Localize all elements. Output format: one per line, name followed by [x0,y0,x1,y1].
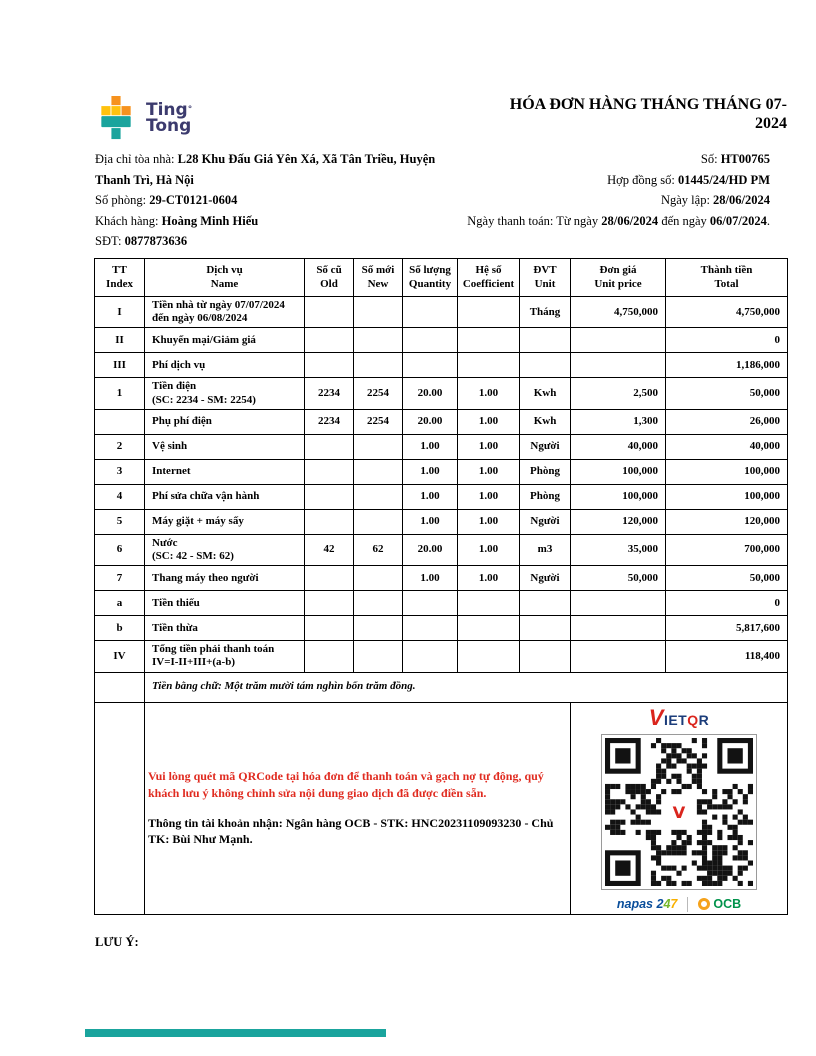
cell-tt: b [95,616,145,641]
cell-price: 1,300 [571,409,666,434]
column-header: Dịch vụ Name [145,259,305,297]
payment-qr-cell [571,702,788,914]
cell-price: 120,000 [571,509,666,534]
cell-price: 4,750,000 [571,297,666,328]
info-line [95,149,467,170]
cell-coef: 1.00 [458,409,520,434]
cell-old: 2234 [305,409,354,434]
cell-tt: a [95,591,145,616]
cell-coef: 1.00 [458,534,520,565]
brand-logo [94,95,192,141]
cell-name: Tiền nhà từ ngày 07/07/2024 đến ngày 06/08/2024 [145,297,305,328]
cell-coef [458,591,520,616]
cell-total: 100,000 [666,459,788,484]
cell-name: Tiền thiếu [145,591,305,616]
cell-total: 700,000 [666,534,788,565]
document-title [367,95,787,133]
cell-old [305,353,354,378]
cell-tt: 2 [95,434,145,459]
cell-coef: 1.00 [458,509,520,534]
cell-qty: 20.00 [403,378,458,409]
table-row [95,641,788,672]
info-left-column [95,149,467,252]
column-header: Hệ số Coefficient [458,259,520,297]
text-segment: Số: [700,152,721,166]
cell-new [354,591,403,616]
table-row [95,459,788,484]
cell-total: 118,400 [666,641,788,672]
cell-coef [458,328,520,353]
column-header: Số mới New [354,259,403,297]
text-segment: . [766,213,770,228]
info-line [467,190,770,211]
cell-empty [95,702,145,914]
table-row [95,297,788,328]
cell-qty [403,328,458,353]
cell-coef [458,641,520,672]
cell-tt: 5 [95,509,145,534]
cell-new [354,459,403,484]
text-segment: 06/07/2024 [709,213,767,228]
ocb-logo-icon [698,898,710,910]
notes-label: LƯU Ý: [95,935,139,949]
cell-tt: 3 [95,459,145,484]
cell-qty: 20.00 [403,534,458,565]
cell-coef: 1.00 [458,484,520,509]
payment-notice: Vui lòng quét mã QRCode tại hóa đơn để thanh toán và gạch nợ tự động, quý khách lưu ý không chỉnh sửa nội dung giao dịch đã được điền sẵn. [148,769,544,800]
cell-unit: Phòng [520,459,571,484]
cell-name: Phí sửa chữa vận hành [145,484,305,509]
cell-unit: Kwh [520,409,571,434]
info-line [95,231,467,252]
cell-qty: 1.00 [403,434,458,459]
column-header: Số lượng Quantity [403,259,458,297]
cell-old [305,509,354,534]
logo-word-1: Ting [146,100,188,120]
cell-old [305,297,354,328]
column-header: Thành tiền Total [666,259,788,297]
cell-price [571,616,666,641]
cell-new [354,509,403,534]
info-line [95,211,467,232]
invoice-info [95,149,787,252]
cell-unit [520,641,571,672]
cell-unit: Người [520,566,571,591]
cell-old [305,459,354,484]
cell-coef [458,353,520,378]
cell-unit: Kwh [520,378,571,409]
cell-tt: III [95,353,145,378]
text-segment: 29-CT0121-0604 [149,193,238,207]
info-right-column [467,149,787,252]
cell-price [571,591,666,616]
vietqr-r: R [698,711,710,728]
table-row [95,534,788,565]
logo-divider [687,897,688,912]
cell-price: 35,000 [571,534,666,565]
cell-old [305,641,354,672]
info-line [467,170,770,191]
cell-total: 1,186,000 [666,353,788,378]
cell-new [354,484,403,509]
payment-account [148,815,567,849]
cell-qty [403,353,458,378]
column-header: Số cũ Old [305,259,354,297]
cell-name: Nước (SC: 42 - SM: 62) [145,534,305,565]
text-segment: Ngày lập: [660,193,714,207]
amount-in-words-row [95,672,788,702]
cell-new [354,641,403,672]
napas-digit-4: 4 [663,896,671,911]
cell-tt [95,409,145,434]
column-header: Đơn giá Unit price [571,259,666,297]
cell-unit [520,353,571,378]
svg-text:V: V [672,803,686,823]
cell-unit: Người [520,434,571,459]
payment-instructions-cell [145,702,571,914]
cell-coef [458,616,520,641]
cell-qty: 1.00 [403,509,458,534]
table-row [95,566,788,591]
ocb-logo [698,897,741,912]
table-row [95,434,788,459]
tingtong-logo-text [146,102,192,134]
text-segment: Địa chỉ tòa nhà: [95,152,178,166]
cell-unit: Người [520,509,571,534]
cell-qty: 20.00 [403,409,458,434]
cell-tt: 7 [95,566,145,591]
cell-total: 26,000 [666,409,788,434]
column-header: ĐVT Unit [520,259,571,297]
cell-qty [403,591,458,616]
table-row [95,328,788,353]
amount-in-words-label: Tiền bằng chữ: [152,680,225,693]
cell-name: Vệ sinh [145,434,305,459]
text-segment: Số phòng: [95,193,150,207]
napas-text: napas 2 [616,896,664,911]
text-segment: L28 Khu Đấu Giá Yên Xá, Xã Tân Triều, Huyện [177,152,436,166]
text-segment: Bùi Như Mạnh [172,832,250,847]
cell-new [354,328,403,353]
text-segment: - Chủ TK: [148,815,554,847]
vietqr-iet: IET [663,711,688,728]
cell-empty [95,672,145,702]
cell-new: 2254 [354,378,403,409]
cell-tt: 4 [95,484,145,509]
cell-coef: 1.00 [458,459,520,484]
cell-name: Phí dịch vụ [145,353,305,378]
cell-name: Thang máy theo người [145,566,305,591]
cell-qty [403,297,458,328]
cell-unit: Phòng [520,484,571,509]
cell-name: Internet [145,459,305,484]
cell-old [305,484,354,509]
cell-price [571,641,666,672]
cell-price: 100,000 [571,484,666,509]
cell-coef [458,297,520,328]
cell-name: Tổng tiền phải thanh toán IV=I-II+III+(a-b) [145,641,305,672]
table-row [95,509,788,534]
text-segment: HT00765 [720,152,770,166]
table-row [95,409,788,434]
text-segment: 28/06/2024 [601,213,659,228]
cell-name: Khuyến mại/Giảm giá [145,328,305,353]
text-segment: 01445/24/HD PM [677,172,770,187]
text-segment: Thanh Trì, Hà Nội [95,172,194,187]
info-line [467,149,770,170]
napas-logo [617,897,677,912]
cell-old [305,566,354,591]
cell-qty: 1.00 [403,459,458,484]
text-segment: Hợp đồng số: [607,172,678,187]
cell-price: 50,000 [571,566,666,591]
cell-old [305,434,354,459]
column-header: TT Index [95,259,145,297]
text-segment: Thông tin tài khoản nhận: Ngân hàng OCB - STK: [148,815,412,830]
cell-tt: IV [95,641,145,672]
cell-old: 2234 [305,378,354,409]
info-line [95,170,467,191]
cell-coef: 1.00 [458,434,520,459]
table-row [95,484,788,509]
cell-old [305,328,354,353]
cell-price: 100,000 [571,459,666,484]
text-segment: 0877873636 [124,234,188,248]
text-segment: đến ngày [658,213,710,228]
cell-total: 4,750,000 [666,297,788,328]
cell-new [354,616,403,641]
cell-unit [520,616,571,641]
cell-qty: 1.00 [403,566,458,591]
info-line [467,211,770,232]
cell-new [354,434,403,459]
cell-tt: I [95,297,145,328]
cell-new [354,297,403,328]
table-row [95,353,788,378]
text-segment: Khách hàng: [95,213,162,228]
amount-in-words [145,672,788,702]
document-title-line1: HÓA ĐƠN HÀNG THÁNG THÁNG 07- [509,96,787,113]
vietqr-logo [574,705,784,731]
cell-total: 0 [666,591,788,616]
cell-old: 42 [305,534,354,565]
cell-total: 40,000 [666,434,788,459]
tingtong-logo-icon [94,95,138,141]
cell-price: 2,500 [571,378,666,409]
text-segment: HNC20231109093230 [411,815,522,830]
qr-code [601,734,757,890]
text-segment: Ngày thanh toán: Từ ngày [467,213,602,228]
napas-digit-7: 7 [670,896,678,911]
table-row [95,378,788,409]
qr-partner-logos [574,897,784,912]
cell-name: Máy giặt + máy sấy [145,509,305,534]
table-header-row [95,259,788,297]
cell-new [354,353,403,378]
cell-name: Tiền thừa [145,616,305,641]
cell-name: Tiền điện (SC: 2234 - SM: 2254) [145,378,305,409]
cell-new: 62 [354,534,403,565]
cell-total: 50,000 [666,378,788,409]
cell-qty [403,616,458,641]
cell-old [305,616,354,641]
table-row [95,591,788,616]
logo-trademark-mark: ° [187,105,193,115]
payment-row [95,702,788,914]
invoice-table-body [95,297,788,673]
cell-total: 120,000 [666,509,788,534]
cell-qty [403,641,458,672]
cell-tt: 6 [95,534,145,565]
cell-price: 40,000 [571,434,666,459]
cell-total: 0 [666,328,788,353]
cell-coef: 1.00 [458,566,520,591]
table-row [95,616,788,641]
cell-unit [520,328,571,353]
invoice-table [94,258,788,915]
text-segment: Hoàng Minh Hiếu [161,213,259,228]
cell-tt: II [95,328,145,353]
cell-old [305,591,354,616]
cell-qty: 1.00 [403,484,458,509]
cell-coef: 1.00 [458,378,520,409]
text-segment: . [249,832,253,847]
cell-tt: 1 [95,378,145,409]
vietqr-q: Q [687,711,699,728]
logo-word-2: Tong [146,116,192,136]
text-segment: 28/06/2024 [713,193,770,207]
cell-name: Phụ phí điện [145,409,305,434]
cell-price [571,328,666,353]
cell-unit: m3 [520,534,571,565]
cell-unit [520,591,571,616]
cell-new [354,566,403,591]
cell-total: 50,000 [666,566,788,591]
text-segment: SĐT: [95,234,125,248]
amount-in-words-value: Một trăm mười tám nghìn bốn trăm đồng. [224,680,416,693]
document-title-line2: 2024 [755,115,787,132]
cell-unit: Tháng [520,297,571,328]
ocb-text: OCB [713,896,742,911]
cell-total: 5,817,600 [666,616,788,641]
vietqr-v: V [648,704,664,730]
page-bottom-bar [85,1029,386,1037]
cell-total: 100,000 [666,484,788,509]
info-line [95,190,467,211]
cell-new: 2254 [354,409,403,434]
cell-price [571,353,666,378]
